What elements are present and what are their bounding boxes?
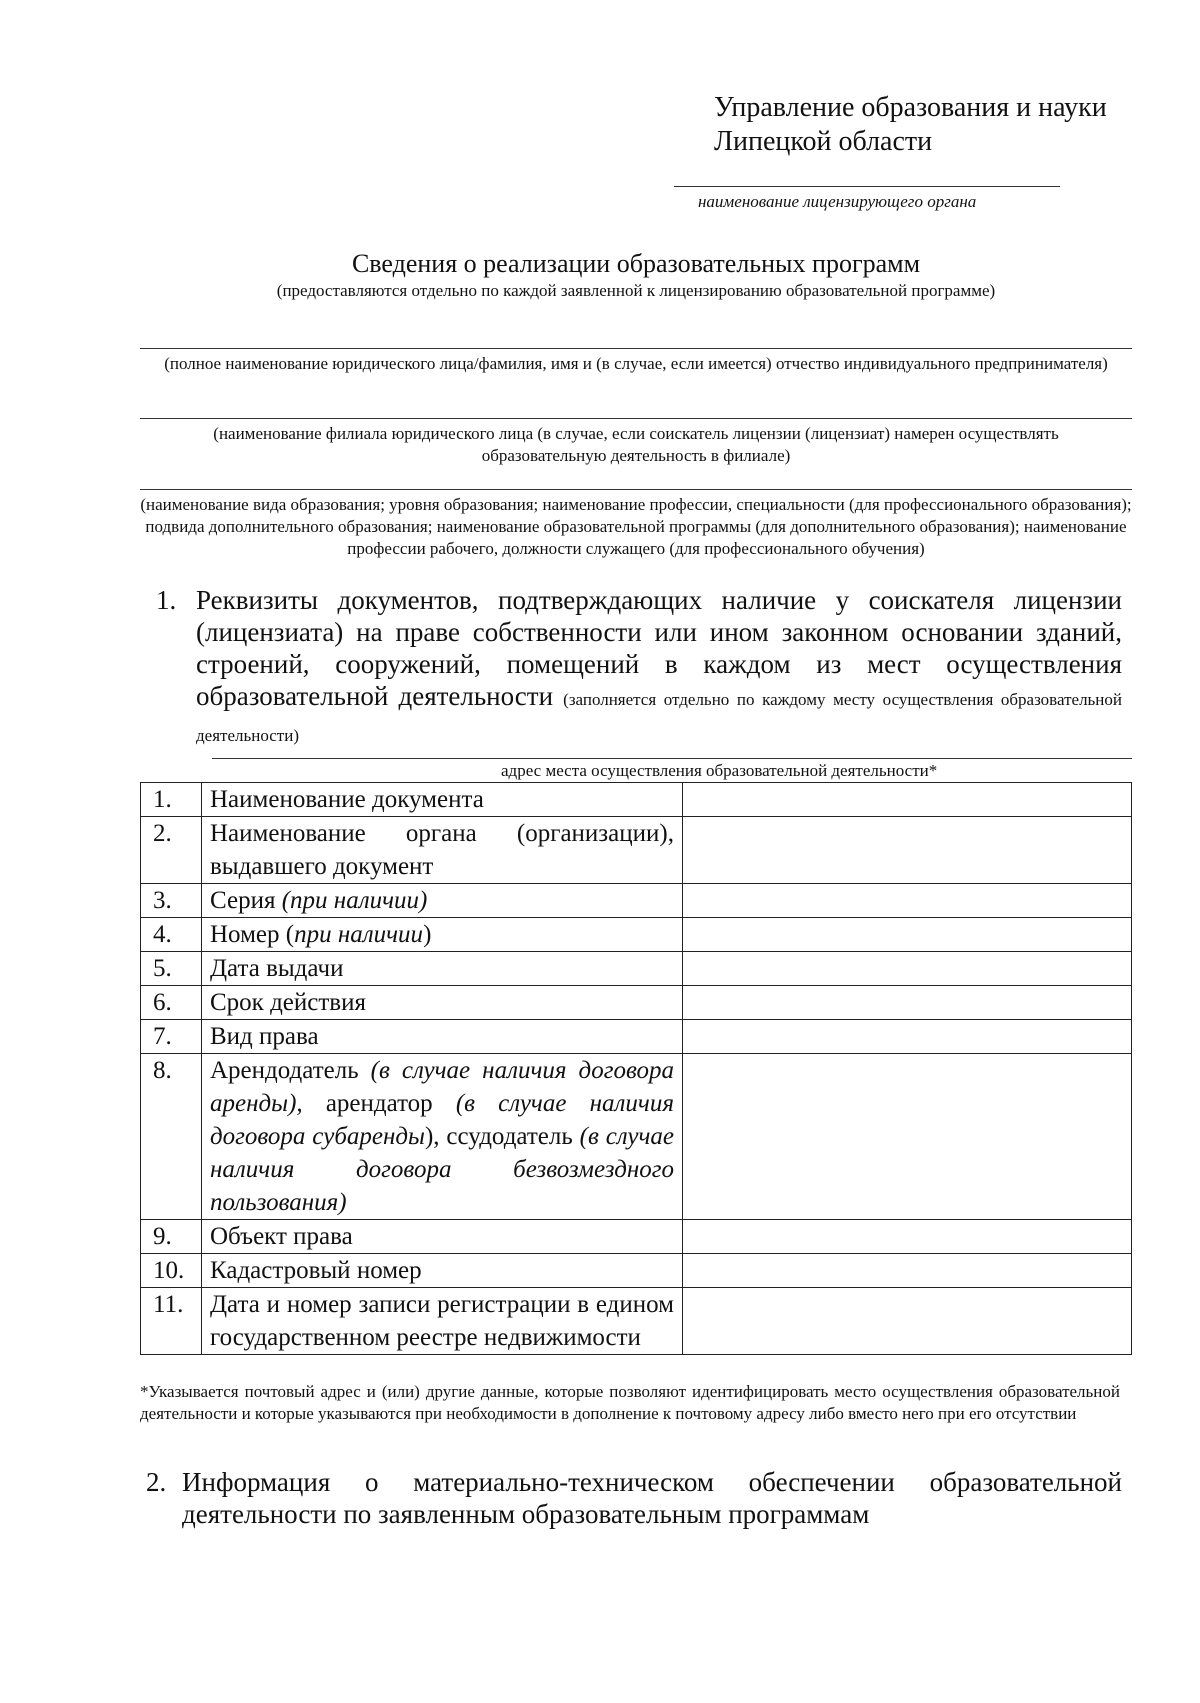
table-row bbox=[141, 884, 1132, 918]
address-caption: адрес места осуществления образовательной деятельности* bbox=[501, 761, 938, 780]
table-row bbox=[141, 1220, 1132, 1254]
section2-heading: Информация о материально-техническом обеспечении образовательной деятельности по заявленным образовательным программам bbox=[182, 1467, 1122, 1529]
row-label-text: Арендодатель bbox=[210, 1057, 371, 1084]
footnote: *Указывается почтовый адрес и (или) другие данные, которые позволяют идентифицировать место осуществления образовательной деятельности и которые указываются при необходимости в дополнение к почтовому адресу либо вместо него при его отсутствии bbox=[140, 1382, 1120, 1423]
row-label-tail: арендатор bbox=[302, 1090, 456, 1117]
row-number: 4. bbox=[141, 918, 202, 952]
row-value-cell[interactable] bbox=[683, 986, 1132, 1020]
row-number: 3. bbox=[141, 884, 202, 918]
branch-blank-line bbox=[140, 418, 1132, 419]
table-row bbox=[141, 1254, 1132, 1288]
row-label-tail: ) bbox=[423, 921, 432, 948]
row-label: Вид права bbox=[202, 1020, 683, 1054]
row-number: 6. bbox=[141, 986, 202, 1020]
row-number: 10. bbox=[141, 1254, 202, 1288]
row-number: 9. bbox=[141, 1220, 202, 1254]
row-value-cell[interactable] bbox=[683, 817, 1132, 884]
table-row bbox=[141, 1054, 1132, 1220]
row-label-italic-2: (в случае наличия договора субаренды bbox=[210, 1090, 674, 1150]
row-number: 1. bbox=[141, 783, 202, 817]
row-label: Объект права bbox=[202, 1220, 683, 1254]
table-row bbox=[141, 1288, 1132, 1355]
row-label bbox=[202, 884, 683, 918]
branch-caption: (наименование филиала юридического лица (в случае, если соискатель лицензии (лицензиат) намерен осуществлять образовательную деятельность в филиале) bbox=[213, 424, 1059, 465]
row-label-italic: (при наличии) bbox=[281, 887, 428, 914]
row-number: 5. bbox=[141, 952, 202, 986]
row-label bbox=[202, 918, 683, 952]
entity-caption: (полное наименование юридического лица/фамилия, имя и (в случае, если имеется) отчество индивидуального предпринимателя) bbox=[164, 354, 1108, 373]
org-blank-line bbox=[674, 186, 1060, 187]
row-value-cell[interactable] bbox=[683, 1254, 1132, 1288]
row-value-cell[interactable] bbox=[683, 884, 1132, 918]
program-caption: (наименование вида образования; уровня образования; наименование профессии, специальности (для профессионального образования); подвида дополнительного образования; наименование образовательной программы (для дополнительного образования); наименование профессии рабочего, должности служащего (для профессионального обучения) bbox=[140, 495, 1132, 558]
row-value-cell[interactable] bbox=[683, 1220, 1132, 1254]
row-label: Кадастровый номер bbox=[202, 1254, 683, 1288]
row-label-italic-3: (в случае наличия договора безвозмездного пользования) bbox=[210, 1123, 674, 1216]
row-value-cell[interactable] bbox=[683, 783, 1132, 817]
row-label-text: Серия bbox=[210, 887, 282, 914]
section1-heading-text: Реквизиты документов, подтверждающих наличие у соискателя лицензии (лицензиата) на праве собственности или ином законном основании зданий, строений, сооружений, помещений в каждом из мест осуществления образовательной деятельности bbox=[196, 585, 1122, 711]
document-title-sub: (предоставляются отдельно по каждой заявленной к лицензированию образовательной программе) bbox=[276, 281, 996, 300]
section1-note: (заполняется отдельно по каждому месту осуществления образовательной деятельности) bbox=[196, 690, 1122, 745]
row-number: 8. bbox=[141, 1054, 202, 1220]
section1-number: 1. bbox=[156, 585, 177, 615]
org-caption: наименование лицензирующего органа bbox=[698, 192, 977, 211]
row-label-tail-2: ), ссудодатель bbox=[424, 1123, 580, 1150]
table-row bbox=[141, 918, 1132, 952]
row-number: 11. bbox=[141, 1288, 202, 1355]
row-value-cell[interactable] bbox=[683, 952, 1132, 986]
row-label-italic: при наличии bbox=[294, 921, 424, 948]
program-blank-line bbox=[140, 489, 1132, 490]
document-title bbox=[140, 248, 1132, 302]
org-name-line2: Липецкой области bbox=[714, 126, 933, 157]
section2-number: 2. bbox=[146, 1467, 167, 1497]
address-blank-line bbox=[212, 758, 1132, 759]
row-label: Дата и номер записи регистрации в едином государственном реестре недвижимости bbox=[202, 1288, 683, 1355]
row-value-cell[interactable] bbox=[683, 1020, 1132, 1054]
table-row bbox=[141, 817, 1132, 884]
row-label-italic: (в случае наличия договора аренды), bbox=[210, 1057, 674, 1117]
row-label: Срок действия bbox=[202, 986, 683, 1020]
table-row bbox=[141, 952, 1132, 986]
row-label bbox=[202, 1054, 683, 1220]
row-number: 2. bbox=[141, 817, 202, 884]
requisites-table bbox=[140, 782, 1132, 1355]
row-label: Наименование документа bbox=[202, 783, 683, 817]
table-row bbox=[141, 986, 1132, 1020]
row-label: Наименование органа (организации), выдавшего документ bbox=[202, 817, 683, 884]
row-value-cell[interactable] bbox=[683, 1054, 1132, 1220]
org-name-line1: Управление образования и науки bbox=[714, 92, 1107, 123]
row-value-cell[interactable] bbox=[683, 1288, 1132, 1355]
row-value-cell[interactable] bbox=[683, 918, 1132, 952]
document-title-main: Сведения о реализации образовательных программ bbox=[351, 249, 921, 278]
table-row bbox=[141, 783, 1132, 817]
row-label-text: Номер ( bbox=[210, 921, 295, 948]
row-number: 7. bbox=[141, 1020, 202, 1054]
section1-heading bbox=[196, 584, 1122, 752]
entity-blank-line bbox=[140, 348, 1132, 349]
table-row bbox=[141, 1020, 1132, 1054]
row-label: Дата выдачи bbox=[202, 952, 683, 986]
